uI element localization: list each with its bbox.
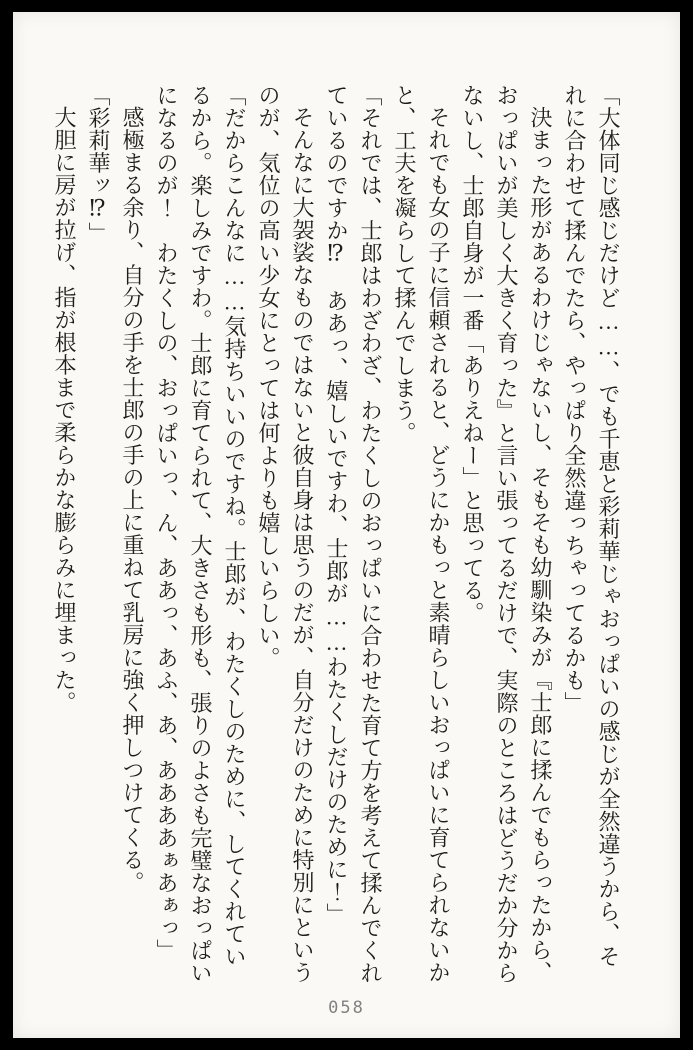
paragraph: 決まった形があるわけじゃないし、そもそも幼馴染みが『士郎に揉んでもらったから、おっぱいが美しく大きく育った』と言い張ってるだけで、実際のところはどうだか分からないし、士郎自身が一番「ありえねー」と思ってる。 bbox=[460, 84, 553, 984]
paragraph: 「だからこんなに……気持ちいいのですね。士郎が、わたくしのために、してくれているから。楽しみですわ。士郎に育てられて、大きさも形も、張りのよさも完璧なおっぱいになるのが！ わたくしの、おっぱいっ、ん、ああっ、あふ、あ、ああああぁあぁっ」 bbox=[154, 84, 247, 984]
paragraph: 「大体同じ感じだけど……、でも千恵と彩莉華じゃおっぱいの感じが全然違うから、それに合わせて揉んでたら、やっぱり全然違っちゃってるかも」 bbox=[562, 84, 621, 968]
book-page bbox=[13, 12, 680, 1038]
paragraph: それでも女の子に信頼されると、どうにかもっと素晴らしいおっぱいに育てられないかと、工夫を凝らして揉んでしまう。 bbox=[392, 84, 451, 984]
paragraph: そんなに大袈裟なものではないと彼自身は思うのだが、自分だけのために特別にというのが、気位の高い少女にとっては何よりも嬉しいらしい。 bbox=[256, 84, 315, 984]
paragraph: 「彩莉華ッ⁉」 bbox=[86, 84, 111, 245]
paragraph: 「それでは、士郎はわざわざ、わたくしのおっぱいに合わせた育て方を考えて揉んでくれているのですか⁉ ああっ、嬉しいですわ、士郎が……わたくしだけのために！」 bbox=[324, 84, 383, 984]
body-text bbox=[47, 84, 625, 986]
paragraph: 大胆に房が拉げ、指が根本まで柔らかな膨らみに埋まった。 bbox=[52, 106, 77, 714]
page-number: 058 bbox=[328, 998, 365, 1018]
paragraph: 感極まる余り、自分の手を士郎の手の上に重ねて乳房に強く押しつけてくる。 bbox=[120, 106, 145, 894]
